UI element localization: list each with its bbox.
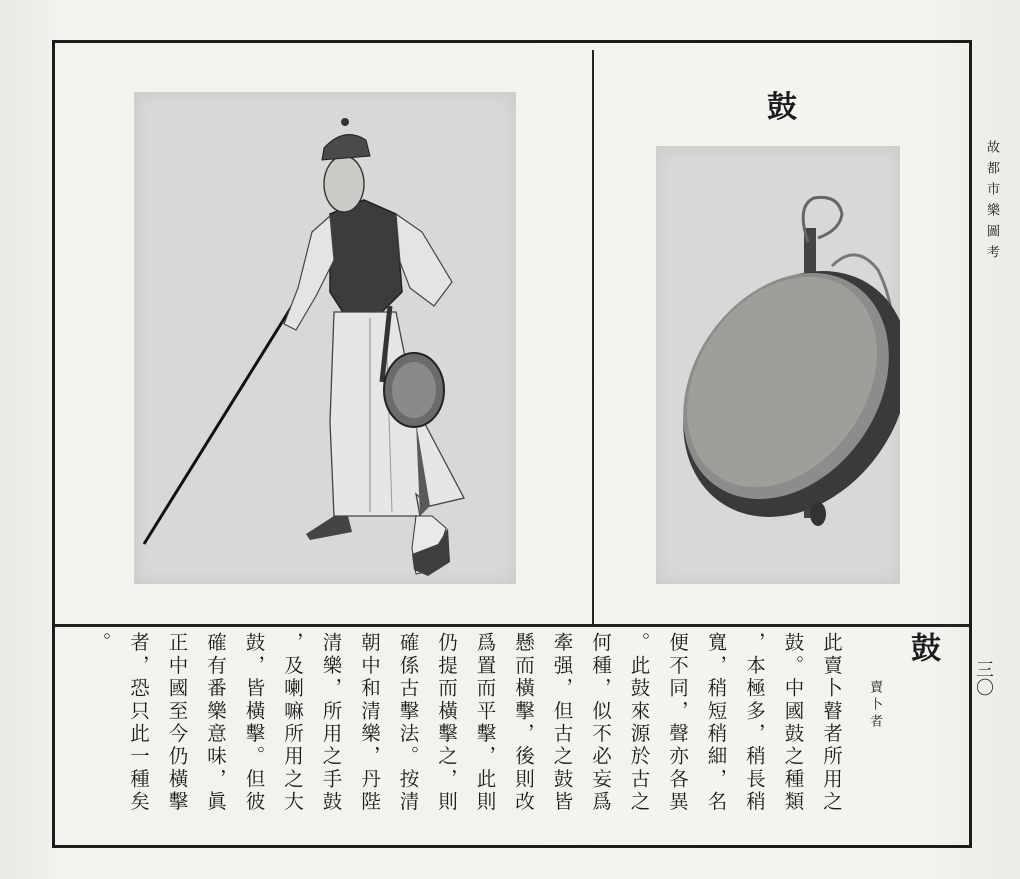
text-column: ，及喇嘛所用之大 — [281, 632, 304, 814]
text-column: 此賣卜瞽者所用之 — [820, 632, 843, 814]
text-column: 爲置而平擊，此則 — [473, 632, 497, 814]
plate-divider-horizontal — [55, 624, 969, 627]
page-number: 三〇 — [973, 660, 994, 696]
plate-divider-vertical — [592, 50, 594, 626]
hand-drum-icon — [656, 146, 900, 584]
entry-columns — [80, 632, 850, 842]
running-head: 故都市樂圖考 — [984, 140, 999, 266]
text-column: 。 — [88, 632, 112, 655]
text-column: 清樂，所用之手鼓 — [319, 632, 343, 814]
fortune-teller-illustration — [134, 92, 516, 584]
text-column: 正中國至今仍橫擊 — [165, 632, 189, 814]
text-column: 懸而橫擊，後則改 — [512, 632, 535, 814]
drum-illustration — [656, 146, 900, 584]
blind-fortune-teller-figure — [134, 92, 516, 584]
plate-right-title: 鼓 — [767, 90, 797, 125]
entry-subtitle: 賣卜者 — [867, 680, 882, 731]
text-column: 何種，似不必妄爲 — [589, 632, 612, 814]
text-column: 鼓。中國鼓之種類 — [781, 632, 805, 814]
text-column: 確有番樂意味，眞 — [204, 632, 227, 814]
text-column: 確係古擊法。按清 — [396, 632, 420, 814]
text-column: ，本極多，稍長稍 — [743, 632, 766, 814]
text-column: 鼓，皆橫擊。但彼 — [242, 632, 266, 814]
text-column: 朝中和清樂，丹陛 — [358, 632, 381, 814]
text-column: 牽强，但古之鼓皆 — [550, 632, 574, 814]
text-column: 仍提而橫擊之，則 — [435, 632, 458, 814]
text-column: 寬，稍短稍細，名 — [704, 632, 728, 814]
text-column: 者，恐只此一種矣 — [127, 632, 150, 814]
entry-text-block — [80, 632, 950, 842]
entry-title: 鼓 — [905, 632, 940, 662]
text-column: 便不同，聲亦各異 — [666, 632, 689, 814]
text-column: 。此鼓來源於古之 — [627, 632, 651, 814]
